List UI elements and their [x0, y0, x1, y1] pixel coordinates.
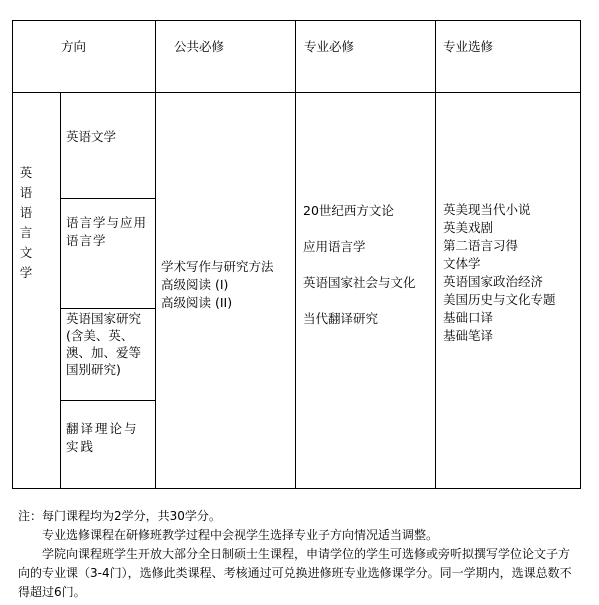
- note-degree-courses: 学院向课程班学生开放大部分全日制硕士生课程，申请学位的学生可选修或旁听拟撰写学位论文子方向的专业课（3-4门），选修此类课程、考核通过可兑换进修班专业选修课学分。同一学期内，选课总数不得超过6门。: [18, 547, 572, 599]
- header-public-required: 公共必修: [174, 39, 225, 54]
- sub-direction-translation: 翻译理论与实践: [66, 421, 139, 454]
- direction-inner-divider: [60, 92, 61, 489]
- sub-direction-english-countries: 英语国家研究(含美、英、澳、加、爱等国别研究): [66, 311, 142, 377]
- sub-separator-1: [60, 198, 155, 199]
- sub-direction-english-literature: 英语文学: [66, 129, 117, 144]
- course-item: 学术写作与研究方法: [161, 259, 274, 274]
- course-item: 英语国家政治经济: [443, 274, 544, 289]
- course-item: 高级阅读 (I): [161, 277, 229, 292]
- sub-separator-3: [60, 400, 155, 401]
- course-item: 文体学: [443, 256, 481, 271]
- public-required-list: [161, 258, 274, 312]
- table-border-left: [12, 20, 13, 489]
- major-required-list: [303, 202, 431, 328]
- course-item: 高级阅读 (II): [161, 295, 233, 310]
- course-item: 应用语言学: [303, 239, 366, 254]
- main-direction-label: 英语语言文学: [19, 165, 33, 280]
- major-elective-list: [443, 201, 556, 345]
- course-item: 20世纪西方文论: [303, 203, 394, 218]
- col-divider-3: [435, 20, 436, 489]
- header-direction: 方向: [61, 39, 87, 54]
- sub-direction-linguistics: 语言学与应用语言学: [66, 215, 148, 248]
- sub-separator-2: [60, 308, 155, 309]
- table-border-bottom: [12, 488, 581, 489]
- course-item: 英美现当代小说: [443, 202, 531, 217]
- course-item: 英美戏剧: [443, 220, 494, 235]
- course-item: 美国历史与文化专题: [443, 292, 556, 307]
- course-item: 基础笔译: [443, 328, 494, 343]
- col-divider-2: [295, 20, 296, 489]
- course-item: 第二语言习得: [443, 238, 519, 253]
- notes-section: [18, 507, 593, 602]
- header-separator: [12, 92, 581, 93]
- table-border-top: [12, 20, 581, 21]
- course-item: 英语国家社会与文化: [303, 275, 416, 290]
- header-major-required: 专业必修: [304, 39, 355, 54]
- table-border-right: [580, 20, 581, 489]
- col-divider-1: [155, 20, 156, 489]
- course-item: 基础口译: [443, 310, 494, 325]
- note-elective-adjustment: 专业选修课程在研修班教学过程中会视学生选择专业子方向情况适当调整。: [42, 528, 439, 542]
- note-credits: 注：每门课程均为2学分，共30学分。: [18, 509, 221, 523]
- course-item: 当代翻译研究: [303, 311, 379, 326]
- header-major-elective: 专业选修: [443, 39, 494, 54]
